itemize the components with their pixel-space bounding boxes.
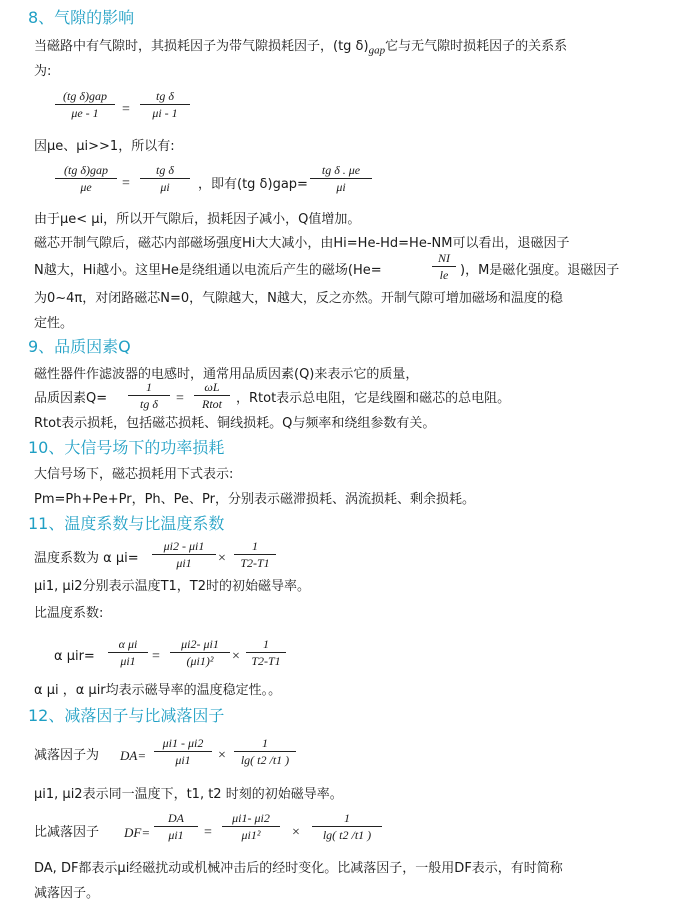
s9-line-a: 磁性器件作滤波器的电感时，通常用品质因素(Q)来表示它的质量， bbox=[34, 367, 419, 382]
frac-bar bbox=[234, 751, 296, 752]
s8-formula2-frac-right bbox=[310, 164, 372, 193]
frac-denominator: (μi1)² bbox=[186, 654, 214, 668]
frac-numerator: NI bbox=[438, 251, 450, 265]
s8-line-b: 磁芯开制气隙后，磁芯内部磁场强度Hi大大减小，由Hi=He-Hd=He-NM可以看出，退磁因子 bbox=[34, 236, 570, 251]
equals-sign: = bbox=[152, 649, 160, 664]
frac-denominator: μe - 1 bbox=[71, 106, 99, 120]
frac-denominator: le bbox=[439, 268, 449, 282]
frac-denominator: lg( t2 /t1 ) bbox=[322, 828, 372, 842]
frac-bar bbox=[152, 554, 216, 555]
frac-denominator: μi1 bbox=[176, 556, 192, 570]
frac-denominator: μi bbox=[160, 180, 170, 194]
frac-numerator: (tg δ)gap bbox=[63, 89, 107, 103]
frac-bar bbox=[310, 178, 372, 179]
s8-formula1-frac-left bbox=[55, 90, 115, 119]
s12-da-frac-2 bbox=[234, 737, 296, 766]
frac-bar bbox=[154, 826, 198, 827]
s9-q-label: 品质因素Q= bbox=[34, 391, 108, 406]
frac-denominator: μe bbox=[80, 180, 92, 194]
frac-denominator: μi1 bbox=[168, 828, 184, 842]
s8-intro-text: 当磁路中有气隙时，其损耗因子为带气隙损耗因子，(tg δ) bbox=[34, 39, 369, 54]
frac-bar bbox=[234, 554, 276, 555]
frac-numerator: 1 bbox=[263, 637, 269, 651]
s12-df-frac-3 bbox=[312, 812, 382, 841]
s11-coef-frac-2 bbox=[234, 540, 276, 569]
s12-line-b: DA, DF都表示μi经磁扰动或机械冲击后的经时变化。比减落因子，一般用DF表示，有时简称 bbox=[34, 861, 563, 876]
s8-intro-sub: gap bbox=[368, 44, 386, 57]
s8-line-d: 为0~4π，对闭路磁芯N=0，气隙越大，N越大，反之亦然。开制气隙可增加磁场和温度的稳 bbox=[34, 291, 563, 306]
frac-bar bbox=[246, 652, 286, 653]
frac-denominator: T2-T1 bbox=[251, 654, 281, 668]
s8-line-c1: N越大，Hi越小。这里He是绕组通以电流后产生的磁场(He= bbox=[34, 263, 382, 278]
s12-df-label: 比减落因子 bbox=[34, 825, 100, 840]
frac-numerator: μi2- μi1 bbox=[181, 637, 219, 651]
s12-da-label: 减落因子为 bbox=[34, 748, 100, 763]
equals-sign: = bbox=[122, 176, 130, 191]
frac-denominator: μi bbox=[336, 180, 346, 194]
equals-sign: = bbox=[176, 391, 184, 406]
frac-bar bbox=[55, 178, 117, 179]
frac-denominator: Rtot bbox=[202, 397, 222, 411]
s8-intro-line-2: 为: bbox=[34, 64, 52, 79]
s8-formula2-frac-mid bbox=[140, 164, 190, 193]
frac-numerator: μi1- μi2 bbox=[232, 811, 270, 825]
s8-intro-line-1 bbox=[34, 40, 567, 57]
s9-q-frac-1 bbox=[128, 381, 170, 410]
equals-sign: = bbox=[122, 102, 130, 117]
s8-because-line: 因μe、μi>>1，所以有: bbox=[34, 139, 175, 154]
s11-spec-label: 比温度系数: bbox=[34, 606, 104, 621]
frac-bar bbox=[108, 652, 148, 653]
frac-numerator: 1 bbox=[146, 380, 152, 394]
s9-q-tail: ，Rtot表示总电阻，它是线圈和磁芯的总电阻。 bbox=[236, 391, 511, 406]
frac-numerator: 1 bbox=[262, 736, 268, 750]
s12-da-frac-1 bbox=[154, 737, 212, 766]
s12-da-lhs: DA= bbox=[120, 748, 147, 763]
frac-numerator: α μi bbox=[118, 637, 138, 651]
frac-denominator: μi1² bbox=[241, 828, 261, 842]
s12-df-frac-2 bbox=[222, 812, 280, 841]
times-sign: × bbox=[218, 748, 226, 763]
frac-bar bbox=[222, 826, 280, 827]
equals-sign: = bbox=[204, 825, 212, 840]
frac-numerator: μi2 - μi1 bbox=[163, 539, 205, 553]
s11-spec-frac-3 bbox=[246, 638, 286, 667]
section-8-heading: 8、气隙的影响 bbox=[28, 8, 135, 27]
frac-denominator: lg( t2 /t1 ) bbox=[240, 753, 290, 767]
s11-coef-frac-1 bbox=[152, 540, 216, 569]
section-10-heading: 10、大信号场下的功率损耗 bbox=[28, 438, 225, 457]
s9-q-frac-2 bbox=[194, 381, 230, 410]
s8-formula2-middle-text: ，即有(tg δ)gap= bbox=[198, 177, 308, 192]
times-sign: × bbox=[218, 551, 226, 566]
s11-spec-lhs: α μir= bbox=[54, 649, 95, 664]
frac-denominator: μi - 1 bbox=[152, 106, 178, 120]
s10-line-b: Pm=Ph+Pe+Pr，Ph、Pe、Pr，分别表示磁滞损耗、涡流损耗、剩余损耗。 bbox=[34, 492, 475, 507]
s12-line-c: 减落因子。 bbox=[34, 886, 100, 901]
s11-spec-frac-2 bbox=[170, 638, 230, 667]
s8-line-a: 由于μe< μi，所以开气隙后，损耗因子减小，Q值增加。 bbox=[34, 212, 361, 227]
s10-line-a: 大信号场下，磁芯损耗用下式表示: bbox=[34, 467, 234, 482]
frac-bar bbox=[55, 104, 115, 105]
s8-intro-end: 它与无气隙时损耗因子的关系系 bbox=[385, 39, 568, 54]
s11-line-b: α μi ，α μir均表示磁导率的温度稳定性。。 bbox=[34, 683, 282, 698]
times-sign: × bbox=[292, 825, 300, 840]
frac-numerator: DA bbox=[168, 811, 184, 825]
section-9-heading: 9、品质因素Q bbox=[28, 337, 131, 356]
frac-bar bbox=[432, 266, 456, 267]
frac-numerator: tg δ bbox=[156, 163, 174, 177]
frac-numerator: μi1 - μi2 bbox=[162, 736, 204, 750]
frac-bar bbox=[128, 395, 170, 396]
s8-formula2-frac-left bbox=[55, 164, 117, 193]
frac-denominator: T2-T1 bbox=[240, 556, 270, 570]
frac-denominator: μi1 bbox=[120, 654, 136, 668]
frac-numerator: 1 bbox=[344, 811, 350, 825]
s9-line-b: Rtot表示损耗，包括磁芯损耗、铜线损耗。Q与频率和绕组参数有关。 bbox=[34, 416, 436, 431]
frac-numerator: tg δ . μe bbox=[321, 163, 361, 177]
s11-line-a: μi1, μi2分别表示温度T1，T2时的初始磁导率。 bbox=[34, 579, 310, 594]
s8-line-e: 定性。 bbox=[34, 316, 74, 331]
s8-formula1-frac-right bbox=[140, 90, 190, 119]
frac-bar bbox=[194, 395, 230, 396]
s8-line-c2: )，M是磁化强度。退磁因子 bbox=[460, 263, 620, 278]
frac-bar bbox=[140, 104, 190, 105]
times-sign: × bbox=[232, 649, 240, 664]
s12-df-frac-1 bbox=[154, 812, 198, 841]
frac-bar bbox=[140, 178, 190, 179]
s11-spec-frac-1 bbox=[108, 638, 148, 667]
frac-numerator: 1 bbox=[252, 539, 258, 553]
section-12-heading: 12、减落因子与比减落因子 bbox=[28, 706, 225, 725]
frac-denominator: μi1 bbox=[175, 753, 191, 767]
frac-denominator: tg δ bbox=[140, 397, 158, 411]
frac-numerator: (tg δ)gap bbox=[64, 163, 108, 177]
s12-line-a: μi1, μi2表示同一温度下，t1, t2 时刻的初始磁导率。 bbox=[34, 787, 343, 802]
frac-numerator: tg δ bbox=[156, 89, 174, 103]
frac-numerator: ωL bbox=[204, 380, 220, 394]
s8-he-frac bbox=[432, 252, 456, 281]
frac-bar bbox=[312, 826, 382, 827]
frac-bar bbox=[154, 751, 212, 752]
frac-bar bbox=[170, 652, 230, 653]
section-11-heading: 11、温度系数与比温度系数 bbox=[28, 514, 225, 533]
s12-df-lhs: DF= bbox=[124, 825, 151, 840]
s11-coef-label: 温度系数为 α μi= bbox=[34, 551, 139, 566]
